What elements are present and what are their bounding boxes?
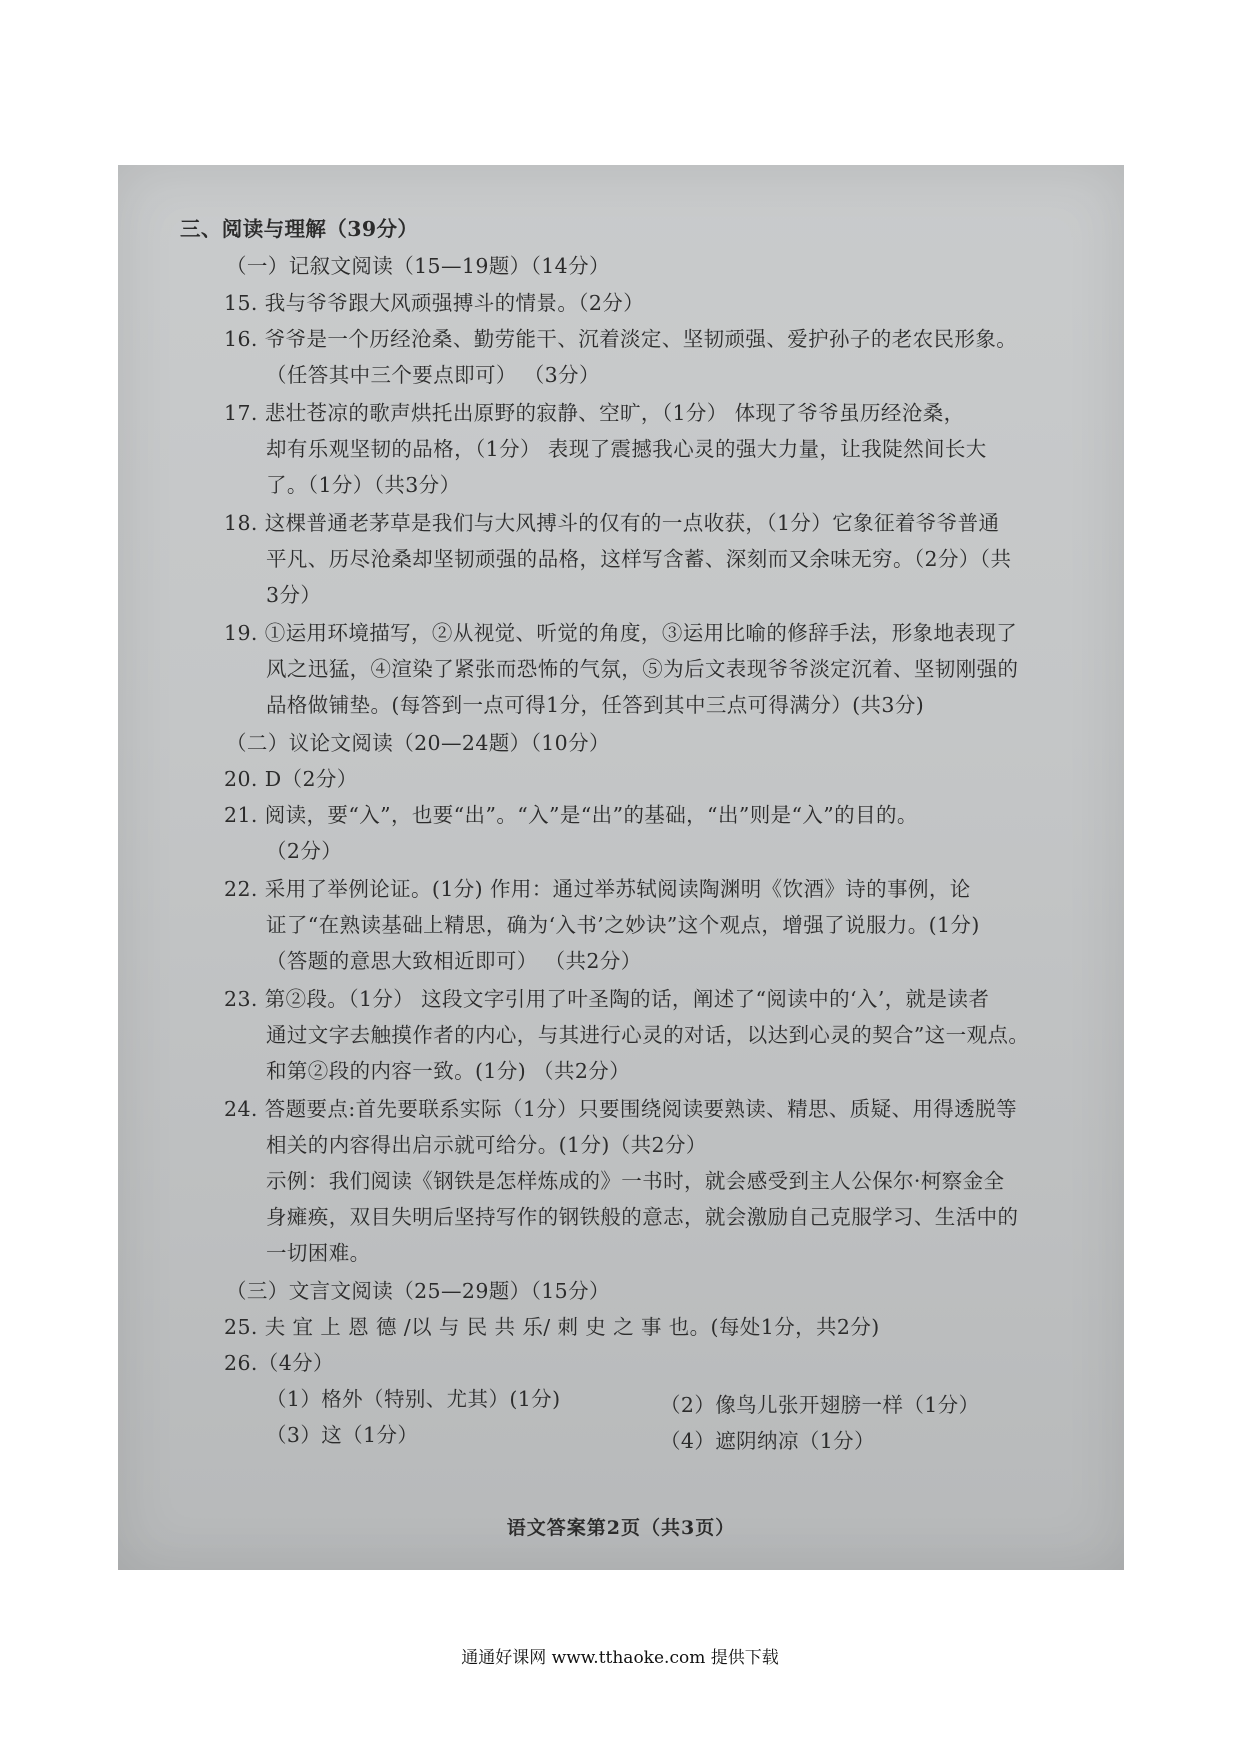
answer-line: （2）像鸟儿张开翅膀一样（1分）: [660, 1393, 980, 1417]
page-number-footer: 语文答案第2页（共3页）: [506, 1517, 736, 1539]
answer-line: 24. 答题要点:首先要联系实际（1分）只要围绕阅读要熟读、精思、质疑、用得透脱等: [224, 1097, 1017, 1121]
answer-line: （任答其中三个要点即可） （3分）: [266, 363, 600, 387]
answer-line: 平凡、历尽沧桑却坚韧顽强的品格，这样写含蓄、深刻而又余味无穷。（2分）（共: [266, 547, 1012, 571]
answer-line: 相关的内容得出启示就可给分。(1分)（共2分）: [266, 1133, 707, 1157]
answer-line: 19. ①运用环境描写，②从视觉、听觉的角度，③运用比喻的修辞手法，形象地表现了: [224, 621, 1018, 645]
answer-line: （4）遮阴纳凉（1分）: [660, 1429, 875, 1453]
answer-line: 15. 我与爷爷跟大风顽强搏斗的情景。（2分）: [224, 291, 645, 315]
answer-line: （3）这（1分）: [266, 1423, 419, 1447]
answer-line: 26.（4分）: [224, 1351, 334, 1375]
answer-line: （答题的意思大致相近即可） （共2分）: [266, 949, 642, 973]
part-heading: （三）文言文阅读（25—29题）（15分）: [226, 1279, 610, 1303]
answer-line: 17. 悲壮苍凉的歌声烘托出原野的寂静、空旷，（1分） 体现了爷爷虽历经沧桑，: [224, 401, 965, 425]
answer-line: 证了“在熟读基础上精思，确为‘入书’之妙诀”这个观点，增强了说服力。(1分): [266, 913, 980, 937]
answer-line: 风之迅猛，④渲染了紧张而恐怖的气氛，⑤为后文表现爷爷淡定沉着、坚韧刚强的: [266, 657, 1019, 681]
answer-line: 22. 采用了举例论证。(1分) 作用：通过举苏轼阅读陶渊明《饮酒》诗的事例，论: [224, 877, 971, 901]
answer-line: 通过文字去触摸作者的内心，与其进行心灵的对话，以达到心灵的契合”这一观点。: [266, 1023, 1030, 1047]
answer-line: 23. 第②段。（1分） 这段文字引用了叶圣陶的话，阐述了“阅读中的‘入’，就是读者: [224, 987, 990, 1011]
answer-line: 示例：我们阅读《钢铁是怎样炼成的》一书时，就会感受到主人公保尔·柯察金全: [266, 1169, 1005, 1193]
answer-line: 21. 阅读，要“入”，也要“出”。“入”是“出”的基础，“出”则是“入”的目的。: [224, 803, 918, 827]
part-heading: （二）议论文阅读（20—24题）（10分）: [226, 731, 610, 755]
answer-line: 身瘫痪，双目失明后坚持写作的钢铁般的意志，就会激励自己克服学习、生活中的: [266, 1205, 1019, 1229]
section-heading: 三、阅读与理解（39分）: [180, 217, 419, 241]
answer-line: 25. 夫 宜 上 恩 德 /以 与 民 共 乐/ 刺 史 之 事 也。(每处1分，共2分): [224, 1315, 880, 1339]
answer-line: 却有乐观坚韧的品格，（1分） 表现了震撼我心灵的强大力量，让我陡然间长大: [266, 437, 987, 461]
answer-line: 一切困难。: [266, 1241, 371, 1265]
answer-line: 3分）: [266, 583, 322, 607]
answer-sheet-photo: [118, 165, 1124, 1570]
answer-line: 16. 爷爷是一个历经沧桑、勤劳能干、沉着淡定、坚韧顽强、爱护孙子的老农民形象。: [224, 327, 1018, 351]
answer-line: （2分）: [266, 839, 343, 863]
answer-line: 20. D（2分）: [224, 767, 358, 791]
answer-line: 和第②段的内容一致。(1分) （共2分）: [266, 1059, 631, 1083]
answer-line: 了。（1分）（共3分）: [266, 473, 461, 497]
site-credit: 通通好课网 www.tthaoke.com 提供下载: [461, 1648, 779, 1668]
answer-line: 18. 这棵普通老茅草是我们与大风搏斗的仅有的一点收获，（1分）它象征着爷爷普通: [224, 511, 1000, 535]
answer-line: 品格做铺垫。(每答到一点可得1分，任答到其中三点可得满分）(共3分): [266, 693, 925, 717]
part-heading: （一）记叙文阅读（15—19题）（14分）: [226, 254, 610, 278]
answer-line: （1）格外（特别、尤其）(1分): [266, 1387, 561, 1411]
